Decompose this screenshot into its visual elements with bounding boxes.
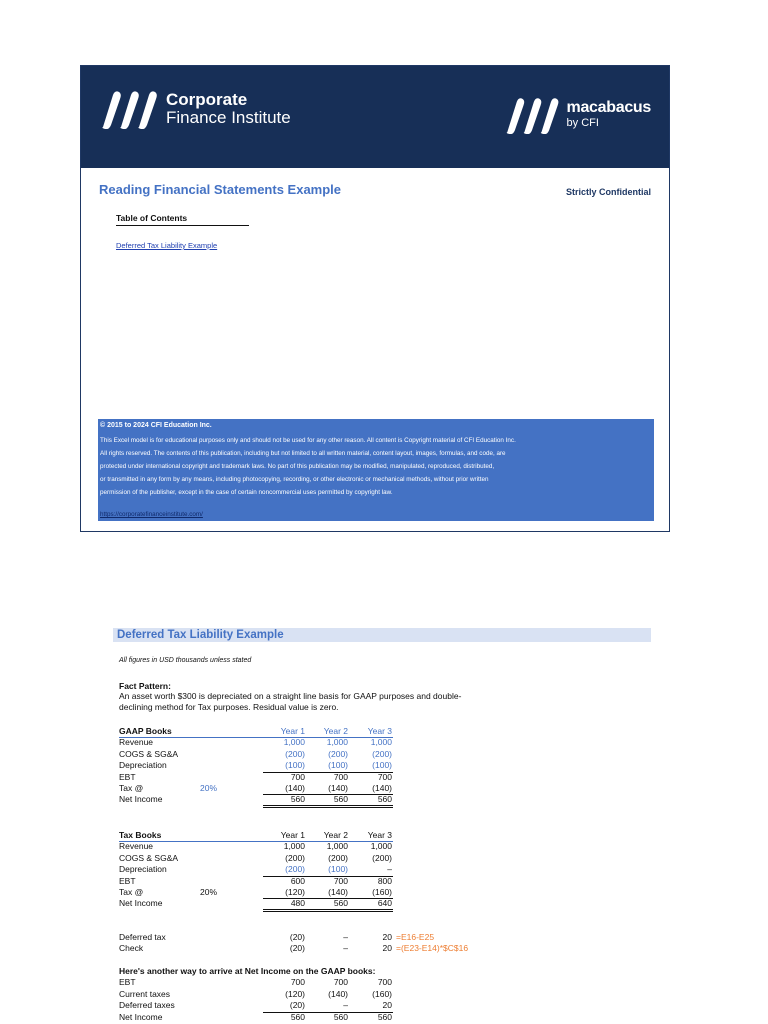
value-cell[interactable]: – [343,932,348,942]
value-cell[interactable]: – [343,1000,348,1011]
row-label: EBT [119,771,136,782]
input-cell[interactable]: 1,000 [283,737,305,748]
value-cell[interactable]: (120) [285,886,305,897]
row-label: Revenue [119,737,154,748]
value-cell[interactable]: 560 [333,1011,348,1022]
confidential-label: Strictly Confidential [565,187,651,197]
value-cell[interactable]: 1,000 [283,841,305,852]
year-header: Year 3 [367,830,392,840]
workbook-title: Reading Financial Statements Example [99,182,342,197]
input-cell[interactable]: 1,000 [326,737,348,748]
units-note: All figures in USD thousands unless stated [119,657,252,664]
value-cell[interactable]: 560 [333,898,348,909]
input-cell[interactable]: 1,000 [370,737,392,748]
macabacus-logo-icon [503,96,561,134]
value-cell[interactable]: (120) [285,988,305,999]
value-cell[interactable]: 20 [382,1000,392,1011]
value-cell[interactable]: 560 [377,1011,392,1022]
cfi-website-link[interactable]: https://corporatefinanceinstitute.com/ [100,511,203,518]
tax-rate-cell[interactable]: 20% [199,782,217,793]
input-cell[interactable]: (200) [372,748,392,759]
value-cell[interactable]: (140) [328,886,348,897]
value-cell[interactable]: 480 [290,898,305,909]
copyright-line: permission of the publisher, except in the case of certain noncommercial uses permitted by copyright law. [100,489,393,496]
value-cell[interactable]: 700 [333,875,348,886]
row-label: Net Income [119,898,163,909]
value-cell[interactable]: – [343,943,348,954]
row-label: Net Income [119,1011,163,1022]
cover-sheet [80,65,670,532]
row-label: Revenue [119,841,154,852]
macabacus-wordmark: macabacus [566,99,651,116]
year-header: Year 2 [323,830,348,840]
value-cell[interactable]: 700 [333,977,348,988]
year-header: Year 2 [323,726,348,736]
row-label: Tax @ [119,886,144,897]
alt-heading: Here's another way to arrive at Net Income on the GAAP books: [119,966,376,976]
tax-rate-cell[interactable]: 20% [199,886,217,897]
year-header: Year 1 [280,830,305,840]
value-cell[interactable]: (20) [289,943,305,954]
logo-text-line1: Corporate [166,90,248,109]
copyright-line: or transmitted in any form by any means, including photocopying, recording, or other electronic or mechanical methods, without prior written [100,476,489,483]
input-cell[interactable]: (100) [328,864,348,875]
value-cell[interactable]: 700 [377,977,392,988]
header-banner [81,66,669,168]
row-label: Check [119,943,144,954]
row-label: Net Income [119,794,163,805]
value-cell[interactable]: 800 [377,875,392,886]
value-cell[interactable]: 600 [290,875,305,886]
value-cell[interactable]: 560 [377,794,392,805]
value-cell[interactable]: 700 [377,771,392,782]
row-label: Current taxes [119,988,171,999]
copyright-line: This Excel model is for educational purposes only and should not be used for any other reason. All content is Copyright material of CFI Education Inc. [100,437,516,444]
macabacus-logo [503,96,651,134]
value-cell[interactable]: (200) [328,852,348,863]
sheet-title: Deferred Tax Liability Example [113,628,651,642]
cfi-logo-icon [99,89,159,129]
value-cell[interactable]: (140) [328,988,348,999]
value-cell[interactable]: (140) [285,782,305,793]
toc-link-deferred-tax[interactable]: Deferred Tax Liability Example [116,241,218,250]
value-cell[interactable]: 560 [290,1011,305,1022]
row-label: COGS & SG&A [119,852,179,863]
value-cell[interactable]: 560 [333,794,348,805]
copyright-box [98,419,654,521]
gaap-heading: GAAP Books [119,726,172,736]
value-cell[interactable]: 1,000 [370,841,392,852]
input-cell[interactable]: (200) [285,864,305,875]
fact-pattern-text: An asset worth $300 is depreciated on a straight line basis for GAAP purposes and double-declining method for Tax purposes. Residual value is zero. [119,691,462,712]
year-header: Year 1 [280,726,305,736]
value-cell[interactable]: (160) [372,988,392,999]
logo-text-line2: Finance Institute [166,108,291,127]
row-label: Depreciation [119,760,167,771]
year-header: Year 3 [367,726,392,736]
value-cell[interactable]: 560 [290,794,305,805]
row-label: Deferred tax [119,932,166,942]
input-cell[interactable]: (100) [285,760,305,771]
input-cell[interactable]: (200) [328,748,348,759]
formula-annotation: =(E23-E14)*$C$16 [396,943,469,954]
value-cell[interactable]: (140) [328,782,348,793]
formula-annotation: =E16-E25 [396,932,435,942]
value-cell[interactable]: 640 [377,898,392,909]
cfi-logo [99,89,291,129]
value-cell[interactable]: 20 [382,932,392,942]
row-label: COGS & SG&A [119,748,179,759]
value-cell[interactable]: (20) [289,932,305,942]
copyright-line: protected under international copyright and trademark laws. No part of this publication may be modified, manipulated, reproduced, distributed, [100,463,495,470]
value-cell[interactable]: 1,000 [326,841,348,852]
fact-pattern-heading: Fact Pattern: [119,681,171,691]
copyright-heading: © 2015 to 2024 CFI Education Inc. [100,422,212,429]
row-label: Depreciation [119,864,167,875]
input-cell[interactable]: (100) [328,760,348,771]
value-cell[interactable]: (140) [372,782,392,793]
input-cell[interactable]: (100) [372,760,392,771]
row-label: EBT [119,875,136,886]
value-cell[interactable]: 700 [290,771,305,782]
value-cell[interactable]: (160) [372,886,392,897]
value-cell[interactable]: 700 [290,977,305,988]
value-cell[interactable]: (200) [372,852,392,863]
value-cell[interactable]: (200) [285,852,305,863]
tax-heading: Tax Books [119,830,162,840]
value-cell[interactable]: (20) [289,1000,305,1011]
value-cell[interactable]: – [387,864,392,875]
macabacus-byline: by CFI [566,117,599,129]
value-cell[interactable]: 700 [333,771,348,782]
toc-heading: Table of Contents [116,213,249,226]
input-cell[interactable]: (200) [285,748,305,759]
row-label: Tax @ [119,782,144,793]
row-label: Deferred taxes [119,1000,175,1011]
copyright-line: All rights reserved. The contents of this publication, including but not limited to all written material, content layout, images, formulas, and code, are [100,450,506,457]
row-label: EBT [119,977,136,988]
value-cell[interactable]: 20 [382,943,392,954]
